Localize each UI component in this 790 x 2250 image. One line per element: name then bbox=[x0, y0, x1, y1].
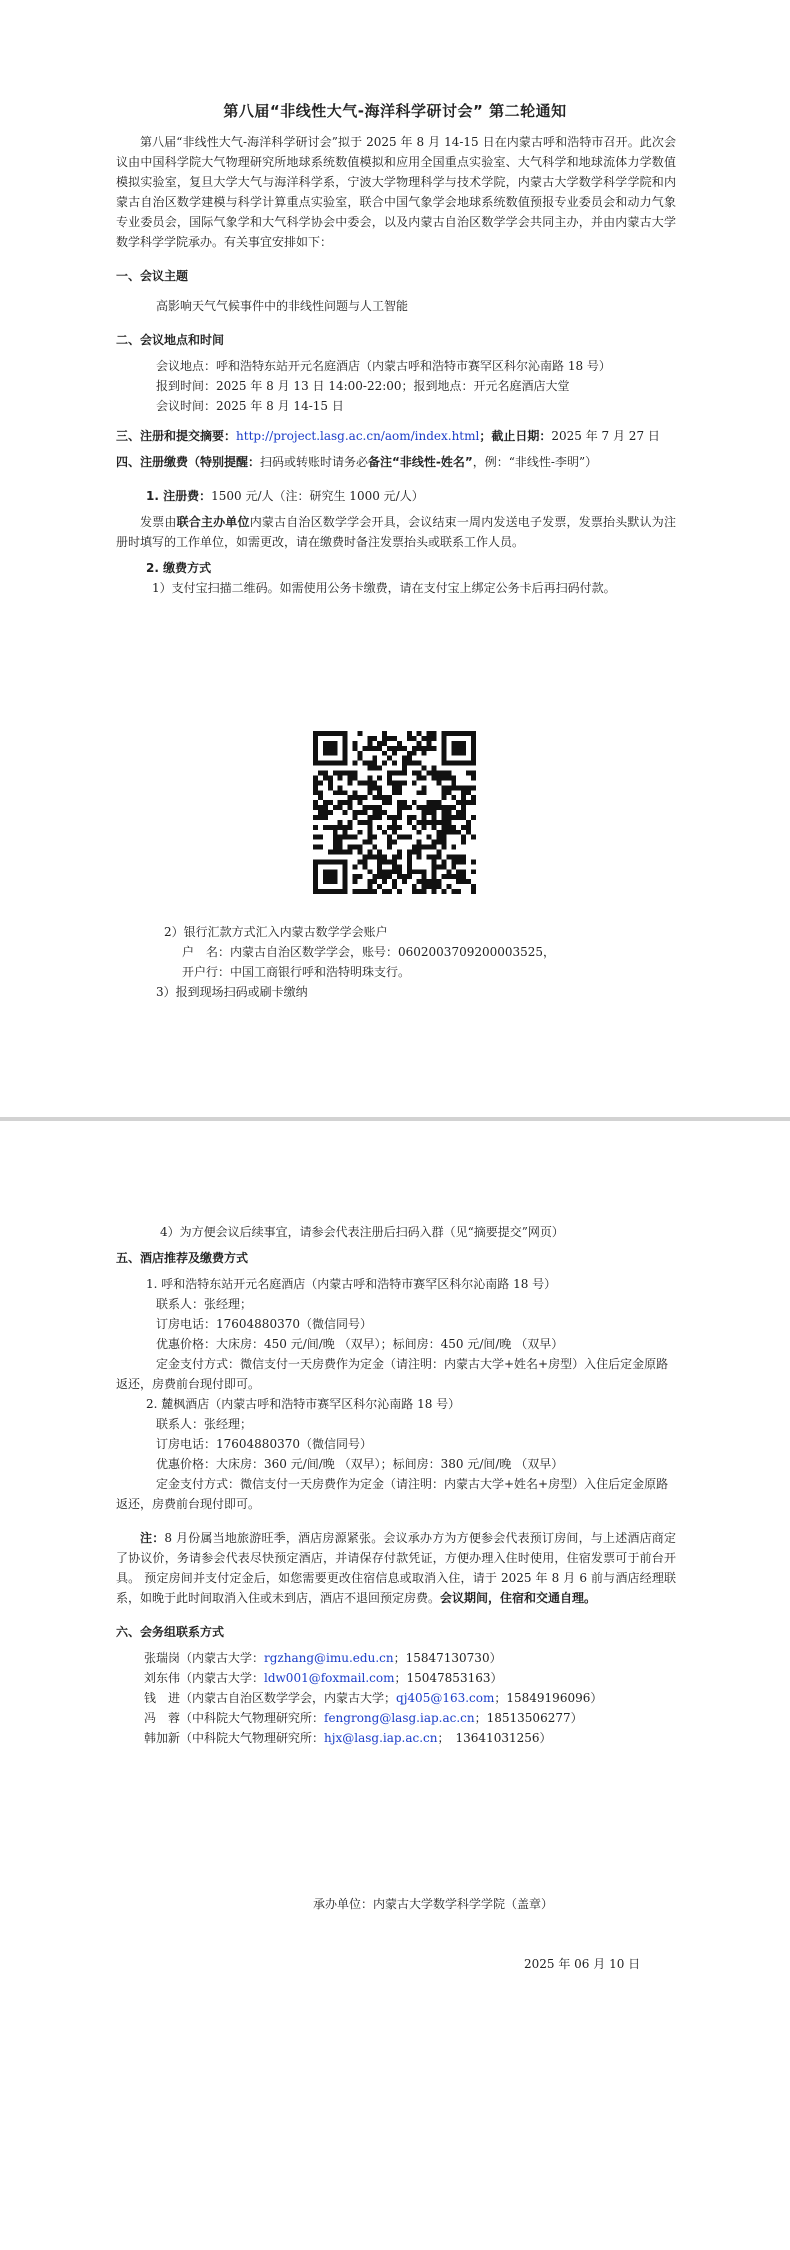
page1-lower bbox=[116, 922, 676, 1002]
contact-email[interactable]: hjx@lasg.iap.ac.cn bbox=[324, 1731, 438, 1745]
hotel-2-deposit: 定金支付方式：微信支付一天房费作为定金（请注明：内蒙古大学+姓名+房型）入住后定金原路返还，房费前台现付即可。 bbox=[116, 1477, 669, 1511]
section-2-heading: 二、会议地点和时间 bbox=[116, 333, 225, 347]
hotel-1-name: 1. 呼和浩特东站开元名庭酒店（内蒙古呼和浩特市赛罕区科尔沁南路 18 号） bbox=[146, 1277, 557, 1291]
section-1-heading: 一、会议主题 bbox=[116, 269, 189, 283]
registration-time: 报到时间：2025 年 8 月 13 日 14:00-22:00；报到地点：开元名庭酒店大堂 bbox=[156, 379, 570, 393]
qr-code-icon[interactable] bbox=[313, 731, 476, 894]
signature-date: 2025 年 06 月 10 日 bbox=[524, 1957, 641, 1971]
contact-item: 冯 蓉（中科院大气物理研究所：fengrong@lasg.iap.ac.cn；18513506277） bbox=[144, 1711, 583, 1725]
section-6-heading: 六、会务组联系方式 bbox=[116, 1625, 225, 1639]
contact-email[interactable]: rgzhang@imu.edu.cn bbox=[264, 1651, 394, 1665]
invoice-paragraph: 发票由联合主办单位内蒙古自治区数学学会开具，会议结束一周内发送电子发票，发票抬头默认为注册时填写的工作单位，如需更改，请在缴费时备注发票抬头或联系工作人员。 bbox=[116, 515, 676, 549]
hotel-2-phone: 订房电话：17604880370（微信同号） bbox=[156, 1437, 372, 1451]
contact-item: 刘东伟（内蒙古大学：ldw001@foxmail.com；15047853163） bbox=[144, 1671, 503, 1685]
document-title: 第八届“非线性大气-海洋科学研讨会” 第二轮通知 bbox=[223, 102, 567, 120]
bank-account: 户 名：内蒙古自治区数学学会，账号：0602003709200003525， bbox=[182, 945, 556, 959]
section-5-heading: 五、酒店推荐及缴费方式 bbox=[116, 1251, 249, 1265]
hotel-1-price: 优惠价格：大床房：450 元/间/晚 （双早）；标间房：450 元/间/晚 （双早） bbox=[156, 1337, 564, 1351]
contact-list bbox=[116, 1648, 676, 1748]
hotel-1-deposit: 定金支付方式：微信支付一天房费作为定金（请注明：内蒙古大学+姓名+房型）入住后定金原路返还，房费前台现付即可。 bbox=[116, 1357, 669, 1391]
page-2 bbox=[0, 1121, 790, 2250]
organizer-signature: 承办单位：内蒙古大学数学科学学院（盖章） bbox=[313, 1897, 554, 1911]
hotel-1-contact: 联系人：张经理； bbox=[156, 1297, 253, 1311]
contact-item: 韩加新（中科院大气物理研究所：hjx@lasg.iap.ac.cn； 13641031256） bbox=[144, 1731, 552, 1745]
registration-fee: 1. 注册费：1500 元/人（注：研究生 1000 元/人） bbox=[146, 489, 424, 503]
meeting-theme: 高影响天气气候事件中的非线性问题与人工智能 bbox=[156, 299, 409, 313]
bank-name: 开户行：中国工商银行呼和浩特明珠支行。 bbox=[182, 965, 411, 979]
payment-method-2: 2）银行汇款方式汇入内蒙古数学学会账户 bbox=[164, 925, 388, 939]
page1-body bbox=[116, 132, 676, 598]
payment-method-3: 3）报到现场扫码或刷卡缴纳 bbox=[156, 985, 308, 999]
hotel-2-contact: 联系人：张经理； bbox=[156, 1417, 253, 1431]
hotel-2-price: 优惠价格：大床房：360 元/间/晚 （双早）；标间房：380 元/间/晚 （双早） bbox=[156, 1457, 564, 1471]
section-4-heading: 四、注册缴费（特别提醒：扫码或转账时请务必备注“非线性-姓名”，例：“非线性-李明”） bbox=[116, 455, 598, 469]
hotel-note: 注：8 月份属当地旅游旺季，酒店房源紧张。会议承办方为方便参会代表预订房间，与上述酒店商定了协议价，务请参会代表尽快预定酒店，并请保存付款凭证，方便办理入住时使用，住宿发票可于前台开具。 预定房间并支付定金后，如您需要更改住宿信息或取消入住，请于 2025 年 8 月 6 前与酒店经理联系，如晚于此时间取消入住或未到店，酒店不退回预定房费。会议期间，住宿和交通自理。 bbox=[116, 1531, 676, 1605]
hotel-1-phone: 订房电话：17604880370（微信同号） bbox=[156, 1317, 372, 1331]
contact-item: 张瑞岗（内蒙古大学：rgzhang@imu.edu.cn；15847130730） bbox=[144, 1651, 502, 1665]
section-3 bbox=[116, 426, 676, 446]
page-1 bbox=[0, 0, 790, 1117]
hotel-2-name: 2. 麓枫酒店（内蒙古呼和浩特市赛罕区科尔沁南路 18 号） bbox=[146, 1397, 461, 1411]
contact-email[interactable]: ldw001@foxmail.com bbox=[264, 1671, 395, 1685]
contact-email[interactable]: fengrong@lasg.iap.ac.cn bbox=[324, 1711, 475, 1725]
deadline-value: 2025 年 7 月 27 日 bbox=[551, 429, 660, 443]
registration-link[interactable]: http://project.lasg.ac.cn/aom/index.html bbox=[236, 429, 480, 443]
contact-email[interactable]: qj405@163.com bbox=[396, 1691, 495, 1705]
payment-method-4: 4）为方便会议后续事宜，请参会代表注册后扫码入群（见“摘要提交”网页） bbox=[160, 1225, 564, 1239]
deadline-label: ；截止日期： bbox=[479, 429, 552, 443]
meeting-time: 会议时间：2025 年 8 月 14-15 日 bbox=[156, 399, 344, 413]
page2-body bbox=[116, 1222, 676, 1748]
section-3-heading: 三、注册和提交摘要： bbox=[116, 429, 237, 443]
intro-paragraph: 第八届“非线性大气-海洋科学研讨会”拟于 2025 年 8 月 14-15 日在内蒙古呼和浩特市召开。此次会议由中国科学院大气物理研究所地球系统数值模拟和应用全国重点实验室、大气科学和地球流体力学数值模拟实验室，复旦大学大气与海洋科学系，宁波大学物理科学与技术学院，内蒙古大学数学科学学院和内蒙古自治区数学建模与科学计算重点实验室，联合中国气象学会地球系统数值预报专业委员会和动力气象专业委员会，国际气象学和大气科学协会中委会，以及内蒙古自治区数学学会共同主办，并由内蒙古大学数学科学学院承办。有关事宜安排如下： bbox=[116, 135, 676, 249]
payment-method-1: 1）支付宝扫描二维码。如需使用公务卡缴费，请在支付宝上绑定公务卡后再扫码付款。 bbox=[152, 581, 616, 595]
contact-item: 钱 进（内蒙古自治区数学学会，内蒙古大学；qj405@163.com；15849196096） bbox=[144, 1691, 603, 1705]
payment-method-heading: 2. 缴费方式 bbox=[146, 561, 212, 575]
meeting-location: 会议地点：呼和浩特东站开元名庭酒店（内蒙古呼和浩特市赛罕区科尔沁南路 18 号） bbox=[156, 359, 611, 373]
